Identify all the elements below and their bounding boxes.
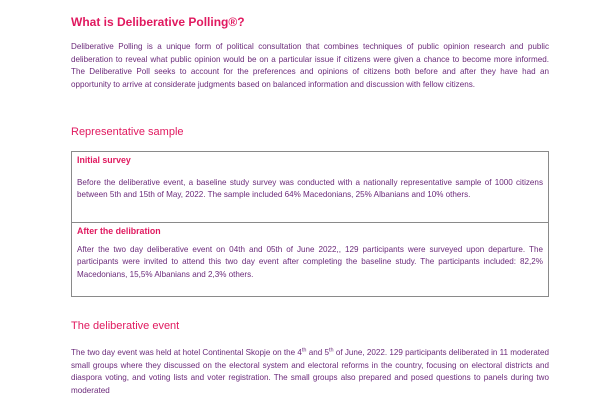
intro-paragraph: Deliberative Polling is a unique form of political consultation that combines techniques of public opinion research and public deliberation to reveal what public opinion would be on a particular issue if citizens were given a chance to become more informed. The Deliberative Poll seeks to account for the preferences and opinions of citizens both before and after they have had an opportunity to arrive at considerate judgments based on balanced information and discussion with fellow citizens. (71, 42, 549, 89)
event-sup-1: th (301, 347, 307, 354)
after-deliberation-title: After the delibration (77, 226, 161, 236)
event-paragraph (71, 347, 549, 397)
initial-survey-box (71, 151, 549, 224)
event-sup-2: th (328, 347, 334, 354)
heading-deliberative-event: The deliberative event (71, 320, 180, 332)
event-text-3: of June, 2022. 129 participants deliberated in 11 moderated small groups where they discussed on the electoral system and electoral reforms in the country, focusing on electoral districts and diaspora voting, and voting lists and voter registration. The small groups also prepared and posed questions to panels during two moderated (71, 348, 549, 395)
heading-what-is-deliberative-polling: What is Deliberative Polling®? (71, 15, 245, 29)
event-text-2: and 5 (306, 348, 329, 357)
initial-survey-title: Initial survey (77, 155, 131, 165)
after-deliberation-box (71, 222, 549, 297)
event-text-1: The two day event was held at hotel Continental Skopje on the 4 (71, 348, 302, 357)
heading-representative-sample: Representative sample (71, 126, 184, 138)
initial-survey-text: Before the deliberative event, a baseline study survey was conducted with a nationally representative sample of 1000 citizens between 5th and 15th of May, 2022. The sample included 64% Macedonians, 25% Albanians and 10% others. (77, 178, 543, 200)
after-deliberation-text: After the two day deliberative event on 04th and 05th of June 2022,, 129 participants were surveyed upon departure. The participants were invited to attend this two day event after completing the baseline study. The participants included: 82,2% Macedonians, 15,5% Albanians and 2,3% others. (77, 245, 543, 279)
